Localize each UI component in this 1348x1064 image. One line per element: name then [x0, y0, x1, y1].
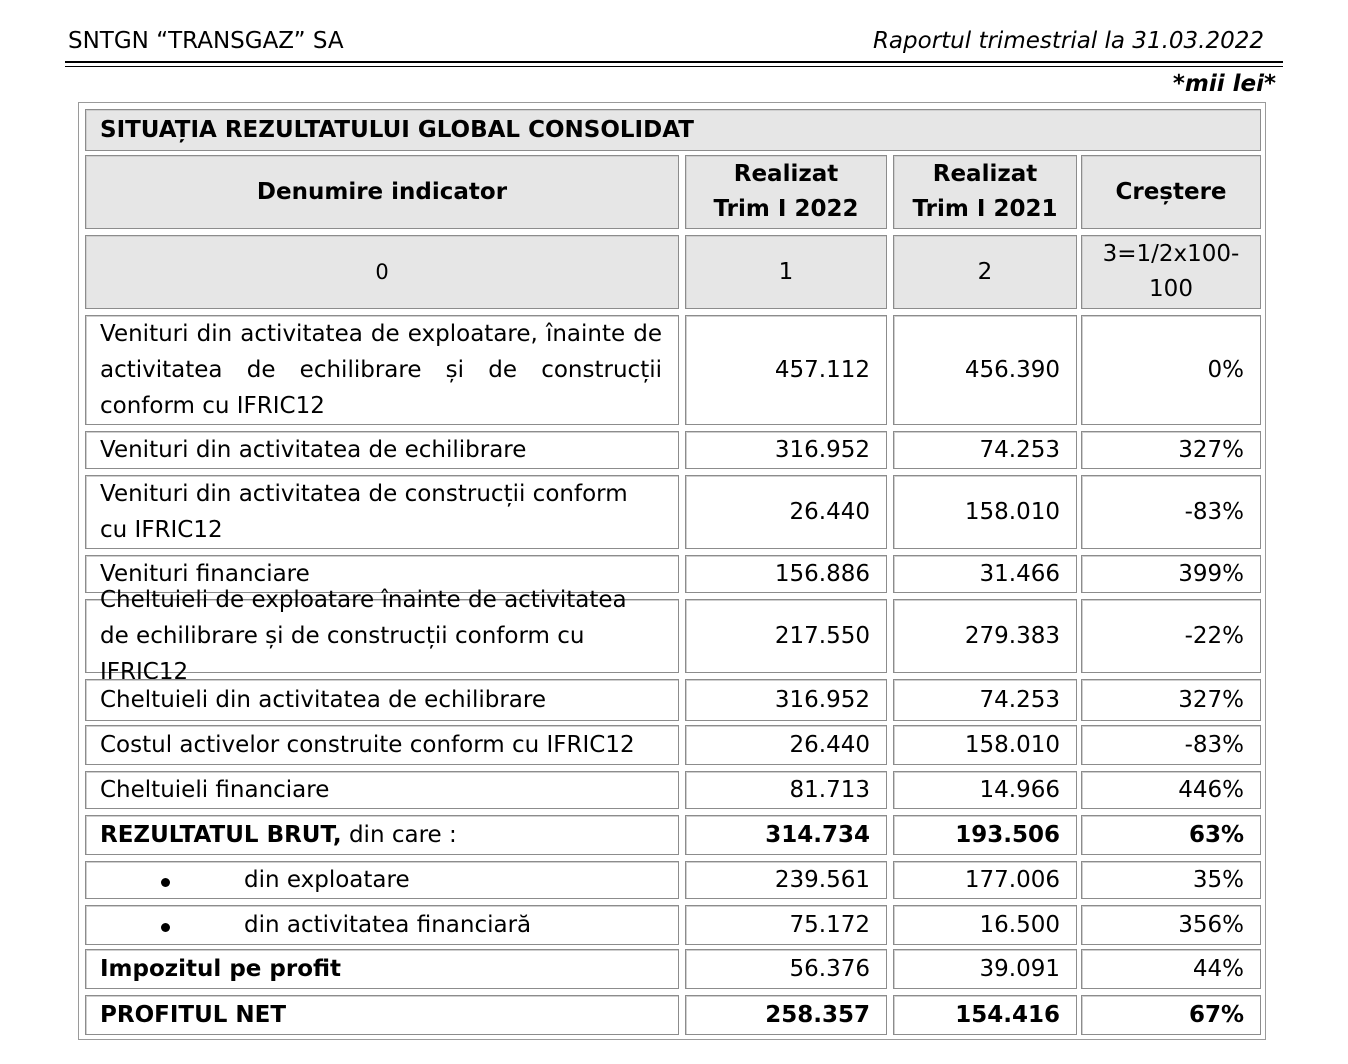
col-header-2021-text: Realizat Trim I 2021 [912, 161, 1058, 222]
value-2021: 279.383 [893, 599, 1077, 673]
value-2021: 154.416 [893, 995, 1077, 1035]
value-2022: 316.952 [685, 431, 887, 469]
value-2022: 26.440 [685, 725, 887, 765]
col-number-0: 0 [85, 235, 679, 309]
col-header-2021 [893, 155, 1077, 229]
value-2021: 31.466 [893, 555, 1077, 593]
value-growth: 327% [1081, 431, 1261, 469]
value-2022: 316.952 [685, 679, 887, 721]
value-2022: 239.561 [685, 861, 887, 899]
bullet-icon [86, 862, 244, 898]
col-header-indicator: Denumire indicator [85, 155, 679, 229]
row-label-text: din exploatare [244, 867, 410, 893]
value-growth: 399% [1081, 555, 1261, 593]
value-2021: 14.966 [893, 771, 1077, 809]
table-row-label: PROFITUL NET [85, 995, 679, 1035]
value-2021: 456.390 [893, 315, 1077, 425]
col-header-2022 [685, 155, 887, 229]
value-growth: 0% [1081, 315, 1261, 425]
table-row-label [85, 861, 679, 899]
value-2022: 258.357 [685, 995, 887, 1035]
table-row-label: Venituri din activitatea de construcții conform cu IFRIC12 [85, 475, 679, 549]
value-growth: 356% [1081, 905, 1261, 945]
value-growth: 327% [1081, 679, 1261, 721]
value-growth: 44% [1081, 949, 1261, 989]
value-2022: 26.440 [685, 475, 887, 549]
value-growth: 63% [1081, 815, 1261, 855]
value-2021: 193.506 [893, 815, 1077, 855]
value-growth: 67% [1081, 995, 1261, 1035]
header-rule [65, 61, 1283, 63]
table-row-label: Cheltuieli din activitatea de echilibrare [85, 679, 679, 721]
table-row-label: Impozitul pe profit [85, 949, 679, 989]
report-title: Raportul trimestrial la 31.03.2022 [872, 28, 1264, 54]
table-row-label: Costul activelor construite conform cu IFRIC12 [85, 725, 679, 765]
value-growth: -22% [1081, 599, 1261, 673]
value-growth: -83% [1081, 725, 1261, 765]
company-name: SNTGN “TRANSGAZ” SA [68, 28, 344, 54]
income-statement-table [78, 102, 1266, 1040]
value-2022: 217.550 [685, 599, 887, 673]
row-label-text: din activitatea financiară [244, 912, 532, 938]
col-number-3 [1081, 235, 1261, 309]
value-growth: 35% [1081, 861, 1261, 899]
value-2021: 158.010 [893, 725, 1077, 765]
row-label-bold: REZULTATUL BRUT, [100, 822, 342, 848]
col-number-3-text: 3=1/2x100-100 [1102, 241, 1240, 302]
col-number-2: 2 [893, 235, 1077, 309]
value-2021: 177.006 [893, 861, 1077, 899]
value-2022: 56.376 [685, 949, 887, 989]
value-2021: 74.253 [893, 431, 1077, 469]
table-row-label [85, 815, 679, 855]
table-row-label: Venituri financiare [85, 555, 679, 593]
table-title: SITUAȚIA REZULTATULUI GLOBAL CONSOLIDAT [85, 109, 1261, 151]
table-row-label: Cheltuieli financiare [85, 771, 679, 809]
table-row-label: Venituri din activitatea de echilibrare [85, 431, 679, 469]
table-row-label: Cheltuieli de exploatare înainte de activitatea de echilibrare și de construcții conform cu IFRIC12 [85, 599, 679, 673]
table-row-label: Venituri din activitatea de exploatare, înainte de activitatea de echilibrare și de construcții conform cu IFRIC12 [85, 315, 679, 425]
value-2022: 81.713 [685, 771, 887, 809]
value-2021: 39.091 [893, 949, 1077, 989]
value-2022: 457.112 [685, 315, 887, 425]
bullet-icon [86, 907, 244, 943]
value-2021: 74.253 [893, 679, 1077, 721]
unit-label: *mii lei* [1172, 71, 1276, 97]
value-growth: -83% [1081, 475, 1261, 549]
col-header-2022-text: Realizat Trim I 2022 [713, 161, 859, 222]
value-growth: 446% [1081, 771, 1261, 809]
table-row-label [85, 905, 679, 945]
value-2022: 75.172 [685, 905, 887, 945]
value-2021: 16.500 [893, 905, 1077, 945]
value-2022: 314.734 [685, 815, 887, 855]
row-label-suffix: din care : [341, 822, 457, 848]
col-header-growth: Creștere [1081, 155, 1261, 229]
header-rule-thin [65, 66, 1283, 67]
col-number-1: 1 [685, 235, 887, 309]
value-2021: 158.010 [893, 475, 1077, 549]
value-2022: 156.886 [685, 555, 887, 593]
